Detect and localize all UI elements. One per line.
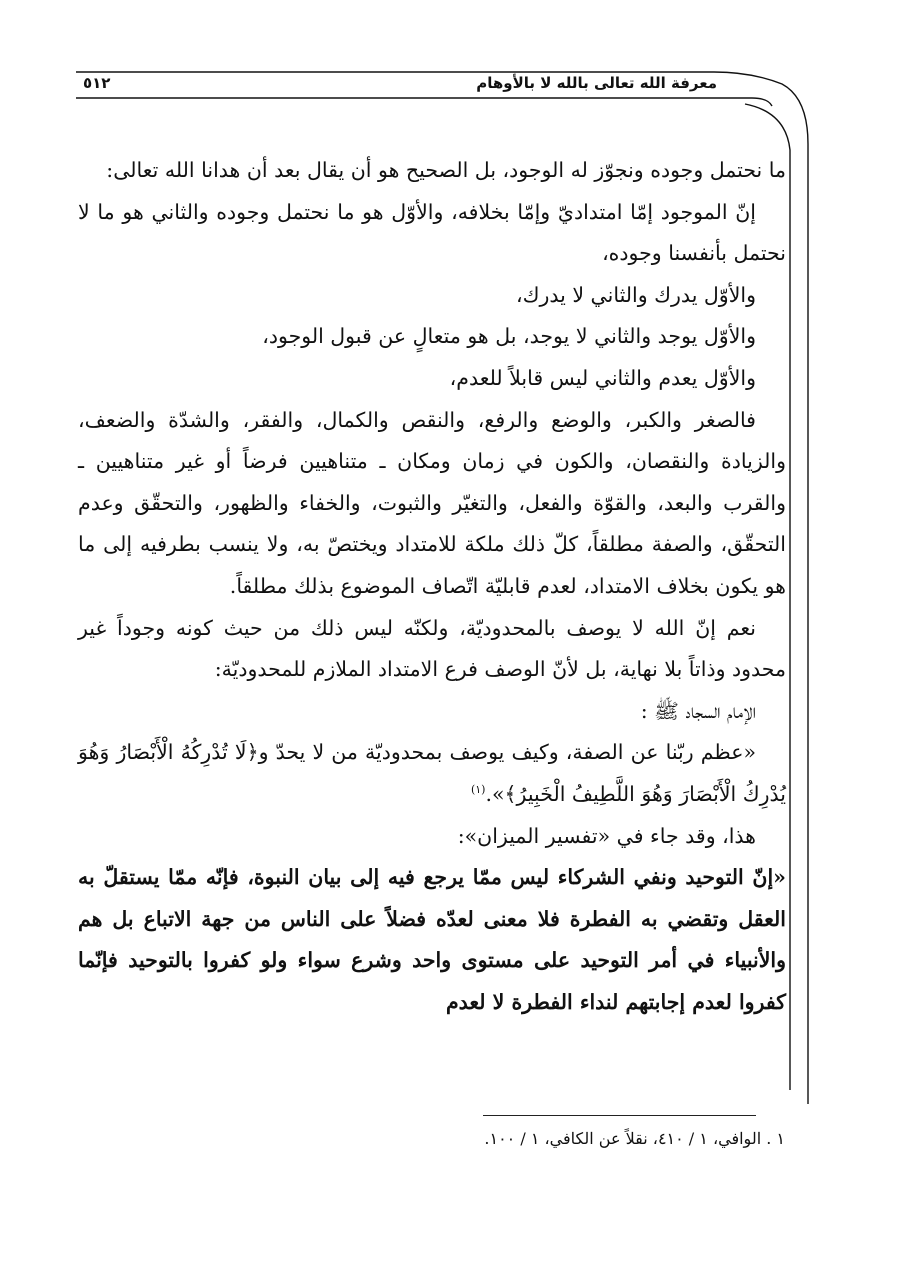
footnote-divider: [483, 1115, 756, 1116]
paragraph: هذا، وقد جاء في «تفسير الميزان»:: [457, 823, 756, 848]
running-title: معرفة الله تعالى بالله لا بالأوهام: [476, 74, 717, 92]
main-text: [78, 150, 786, 1023]
hadith-quote-text: «عظم ربّنا عن الصفة، وكيف يوصف بمحدوديّة من لا يحدّ و﴿لَا تُدْرِكُهُ الْأَبْصَارُ وَهُوَ يُدْرِكُ الْأَبْصَارَ وَهُوَ اللَّطِيفُ الْخَبِيرُ﴾».: [78, 740, 786, 806]
mizan-quote: «إنّ التوحيد ونفي الشركاء ليس ممّا يرجع فيه إلى بيان النبوة، فإنّه ممّا يستقلّ به العقل وتقضي به الفطرة فلا معنى لعدّه فضلاً على الناس من جهة الاتباع بل هم والأنبياء في أمر التوحيد على مستوى واحد وشرع سواء ولو كفروا بالتوحيد فإنّما كفروا لعدم إجابتهم لنداء الفطرة لا لعدم: [78, 865, 786, 1014]
paragraph: والأوّل يدرك والثاني لا يدرك،: [515, 282, 756, 307]
page-number: ٥١٢: [83, 74, 111, 92]
paragraph: إنّ الموجود إمّا امتداديّ وإمّا بخلافه، والأوّل هو ما نحتمل وجوده والثاني هو ما لا نحتمل بأنفسنا وجوده،: [78, 199, 786, 266]
paragraph: والأوّل يوجد والثاني لا يوجد، بل هو متعالٍ عن قبول الوجود،: [262, 324, 756, 349]
paragraph: نعم إنّ الله لا يوصف بالمحدوديّة، ولكنّه ليس ذلك من حيث كونه وجوداً غير محدود وذاتاً بلا نهاية، بل لأنّ الوصف فرع الامتداد الملازم للمحدوديّة:: [78, 615, 786, 682]
footnote-ref: (١): [470, 783, 486, 797]
footnote: ١ . الوافي، ١ / ٤١٠، نقلاً عن الكافي، ١ / ١٠٠.: [484, 1129, 785, 1148]
hadith-quote: [78, 732, 786, 815]
paragraph: والأوّل يعدم والثاني ليس قابلاً للعدم،: [449, 365, 756, 390]
paragraph: الإمام السجاد ﷺ :: [640, 698, 756, 723]
paragraph: ما نحتمل وجوده ونجوّز له الوجود، بل الصحيح هو أن يقال بعد أن هدانا الله تعالى:: [106, 158, 786, 182]
paragraph: فالصغر والكبر، والوضع والرفع، والنقص والكمال، والفقر، والشدّة والضعف، والزيادة والنقصان، والكون في زمان ومكان ـ متناهيين فرضاً أو غير متناهيين ـ والقرب والبعد، والقوّة والفعل، والتغيّر والثبوت، والخفاء والظهور، والتحقّق وعدم التحقّق، والصفة مطلقاً، كلّ ذلك ملكة للامتداد ويختصّ به، ولا ينسب بطرفيه إلى ما هو يكون بخلاف الامتداد، لعدم قابليّة اتّصاف الموضوع بذلك مطلقاً.: [78, 407, 786, 598]
